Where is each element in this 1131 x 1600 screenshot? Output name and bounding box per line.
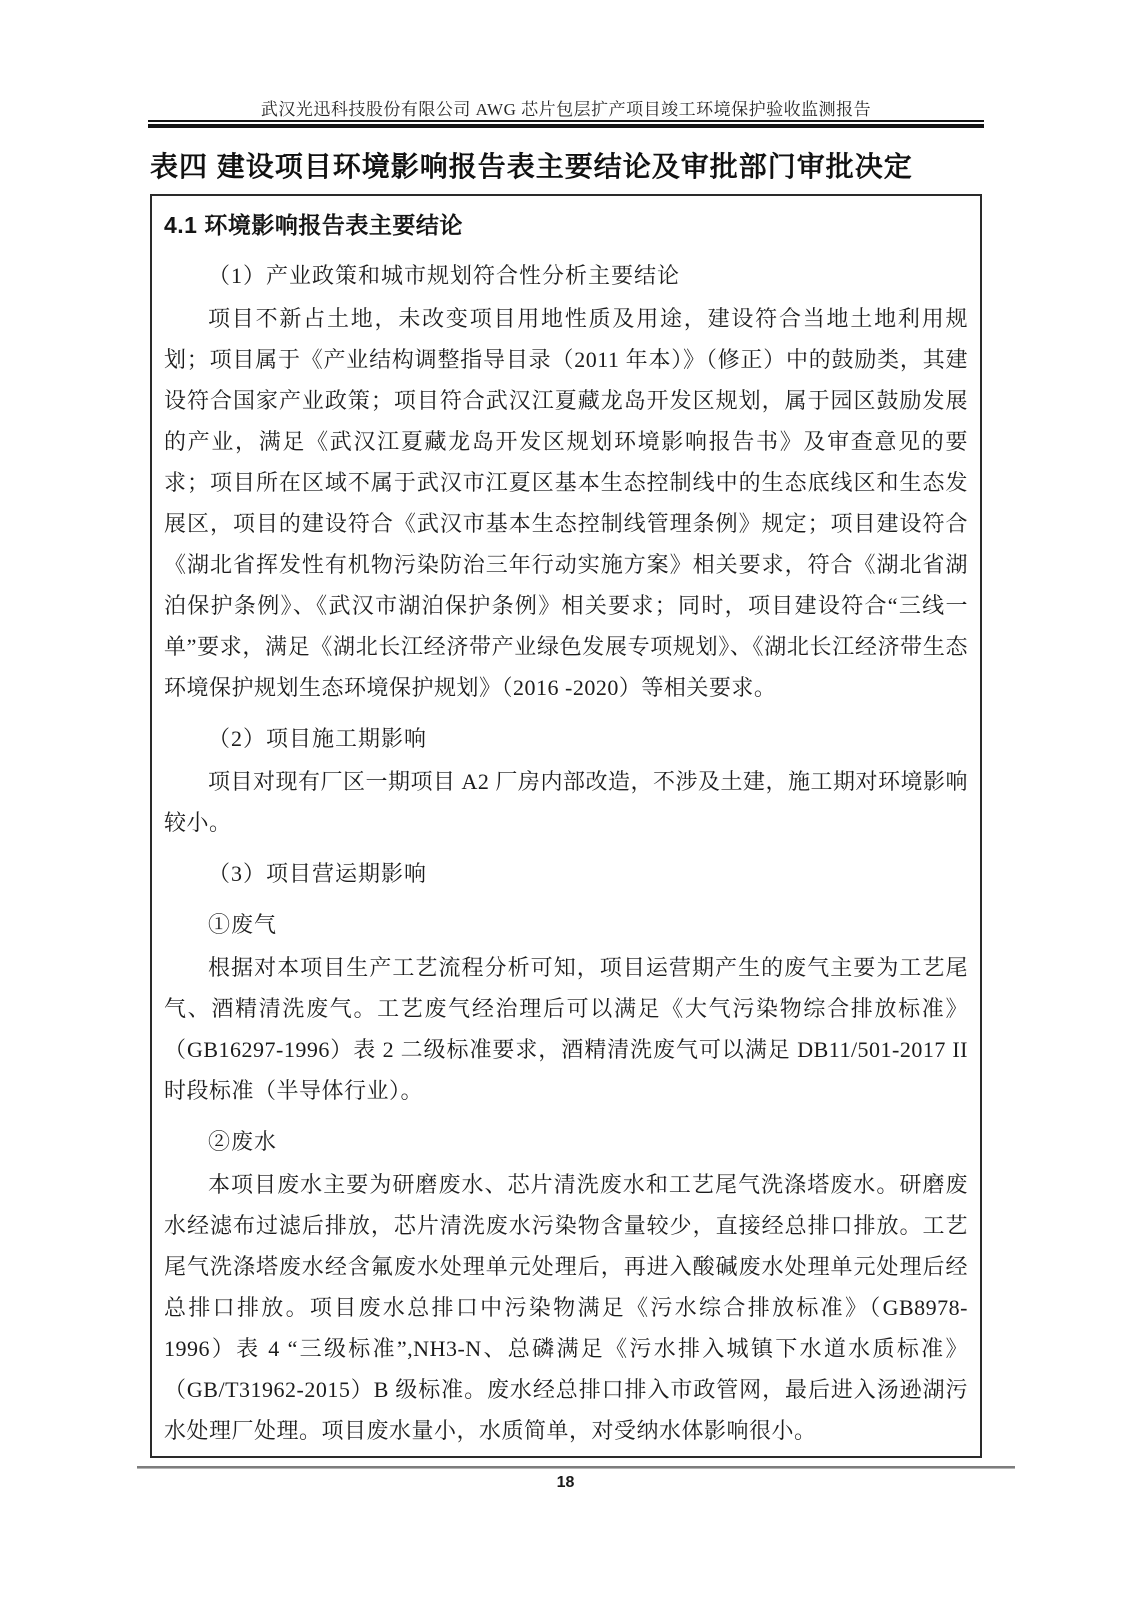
running-head: 武汉光迅科技股份有限公司 AWG 芯片包层扩产项目竣工环境保护验收监测报告 xyxy=(260,100,872,119)
section-heading-4-1: 4.1 环境影响报告表主要结论 xyxy=(164,212,463,238)
paragraph-waste-water: 本项目废水主要为研磨废水、芯片清洗废水和工艺尾气洗涤塔废水。研磨废水经滤布过滤后排放，芯片清洗废水污染物含量较少，直接经总排口排放。工艺尾气洗涤塔废水经含氟废水处理单元处理后，再进入酸碱废水处理单元处理后经总排口排放。项目废水总排口中污染物满足《污水综合排放标准》（GB8978-1996）表 4 “三级标准”,NH3-N、总磷满足《污水排入城镇下水道水质标准》（GB/T31962-2015）B 级标准。废水经总排口排入市政管网，最后进入汤逊湖污水处理厂处理。项目废水量小，水质简单，对受纳水体影响很小。 xyxy=(164,1172,968,1443)
subheading-waste-water: ②废水 xyxy=(208,1129,278,1154)
paragraph-policy-conformity: 项目不新占土地，未改变项目用地性质及用途，建设符合当地土地利用规划；项目属于《产业结构调整指导目录（2011 年本）》（修正）中的鼓励类，其建设符合国家产业政策；项目符合武汉江夏藏龙岛开发区规划，属于园区鼓励发展的产业，满足《武汉江夏藏龙岛开发区规划环境影响报告书》及审查意见的要求；项目所在区域不属于武汉市江夏区基本生态控制线中的生态底线区和生态发展区，项目的建设符合《武汉市基本生态控制线管理条例》规定；项目建设符合《湖北省挥发性有机物污染防治三年行动实施方案》相关要求，符合《湖北省湖泊保护条例》、《武汉市湖泊保护条例》相关要求；同时，项目建设符合“三线一单”要求，满足《湖北长江经济带产业绿色发展专项规划》、《湖北长江经济带生态环境保护规划生态环境保护规划》（2016 -2020）等相关要求。 xyxy=(164,306,968,700)
subheading-policy-conformity: （1）产业政策和城市规划符合性分析主要结论 xyxy=(208,263,681,288)
footer-rule xyxy=(137,1466,1015,1469)
subheading-operation-period: （3）项目营运期影响 xyxy=(208,861,428,886)
header-double-rule xyxy=(148,120,984,128)
conclusions-box xyxy=(150,194,982,1458)
subheading-waste-gas: ①废气 xyxy=(208,912,278,937)
paragraph-construction-period: 项目对现有厂区一期项目 A2 厂房内部改造，不涉及土建，施工期对环境影响较小。 xyxy=(164,769,968,835)
table-four-title: 表四 建设项目环境影响报告表主要结论及审批部门审批决定 xyxy=(150,151,913,182)
header-rule-thick-line xyxy=(148,124,984,128)
paragraph-waste-gas: 根据对本项目生产工艺流程分析可知，项目运营期产生的废气主要为工艺尾气、酒精清洗废气。工艺废气经治理后可以满足《大气污染物综合排放标准》（GB16297-1996）表 2 二级标准要求，酒精清洗废气可以满足 DB11/501-2017 II 时段标准（半导体行业）。 xyxy=(164,955,968,1103)
page-number: 18 xyxy=(556,1474,575,1491)
subheading-construction-period: （2）项目施工期影响 xyxy=(208,726,428,751)
